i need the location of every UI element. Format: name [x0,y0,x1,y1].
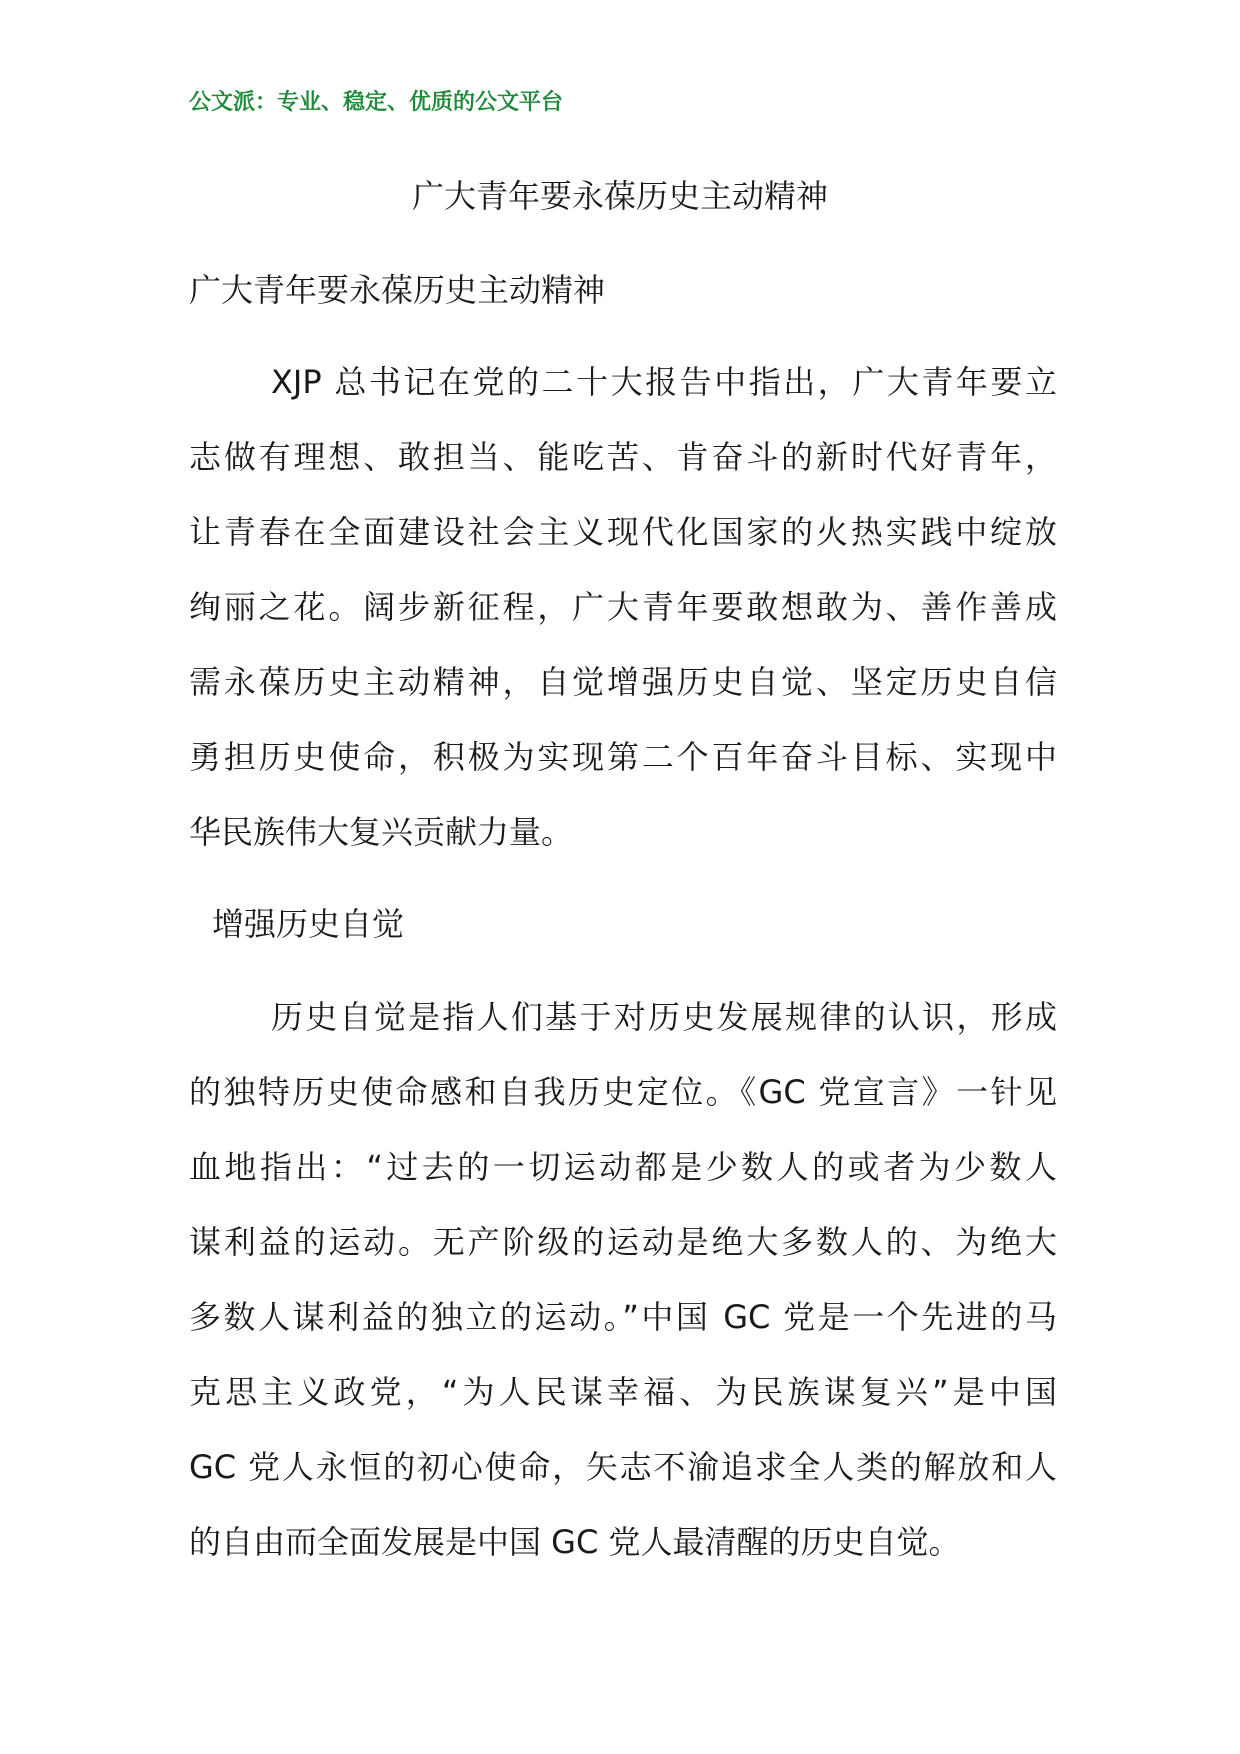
paragraph-line: 历史自觉是指人们基于对历史发展规律的认识，形成 [271,998,1057,1036]
paragraph-line: 需永葆历史主动精神，自觉增强历史自觉、坚定历史自信 [189,663,1057,701]
paragraph-line: GC 党人永恒的初心使命，矢志不渝追求全人类的解放和人 [189,1448,1057,1486]
paragraph-line: 血地指出：“过去的一切运动都是少数人的或者为少数人 [189,1148,1057,1186]
paragraph-line: 让青春在全面建设社会主义现代化国家的火热实践中绽放 [189,513,1057,551]
paragraph-line: XJP 总书记在党的二十大报告中指出，广大青年要立 [271,363,1057,401]
paragraph-line: 志做有理想、敢担当、能吃苦、肯奋斗的新时代好青年， [189,438,1057,476]
document-subtitle: 广大青年要永葆历史主动精神 [189,271,606,309]
document-title: 广大青年要永葆历史主动精神 [411,177,828,215]
paragraph-line: 多数人谋利益的独立的运动。”中国 GC 党是一个先进的马 [189,1298,1057,1336]
paragraph-line: 勇担历史使命，积极为实现第二个百年奋斗目标、实现中 [189,738,1057,776]
section-heading: 增强历史自觉 [212,905,405,943]
paragraph-line: 绚丽之花。阔步新征程，广大青年要敢想敢为、善作善成 [189,588,1057,626]
paragraph-line: 谋利益的运动。无产阶级的运动是绝大多数人的、为绝大 [189,1223,1057,1261]
paragraph-line: 克思主义政党，“为人民谋幸福、为民族谋复兴”是中国 [189,1373,1057,1411]
paragraph-history-awareness [189,980,1057,1580]
paragraph-line: 华民族伟大复兴贡献力量。 [189,813,574,851]
brand-header: 公文派：专业、稳定、优质的公文平台 [189,90,564,115]
paragraph-line: 的自由而全面发展是中国 GC 党人最清醒的历史自觉。 [189,1523,961,1561]
paragraph-intro [189,345,1057,870]
paragraph-line: 的独特历史使命感和自我历史定位。《GC 党宣言》一针见 [189,1073,1057,1111]
